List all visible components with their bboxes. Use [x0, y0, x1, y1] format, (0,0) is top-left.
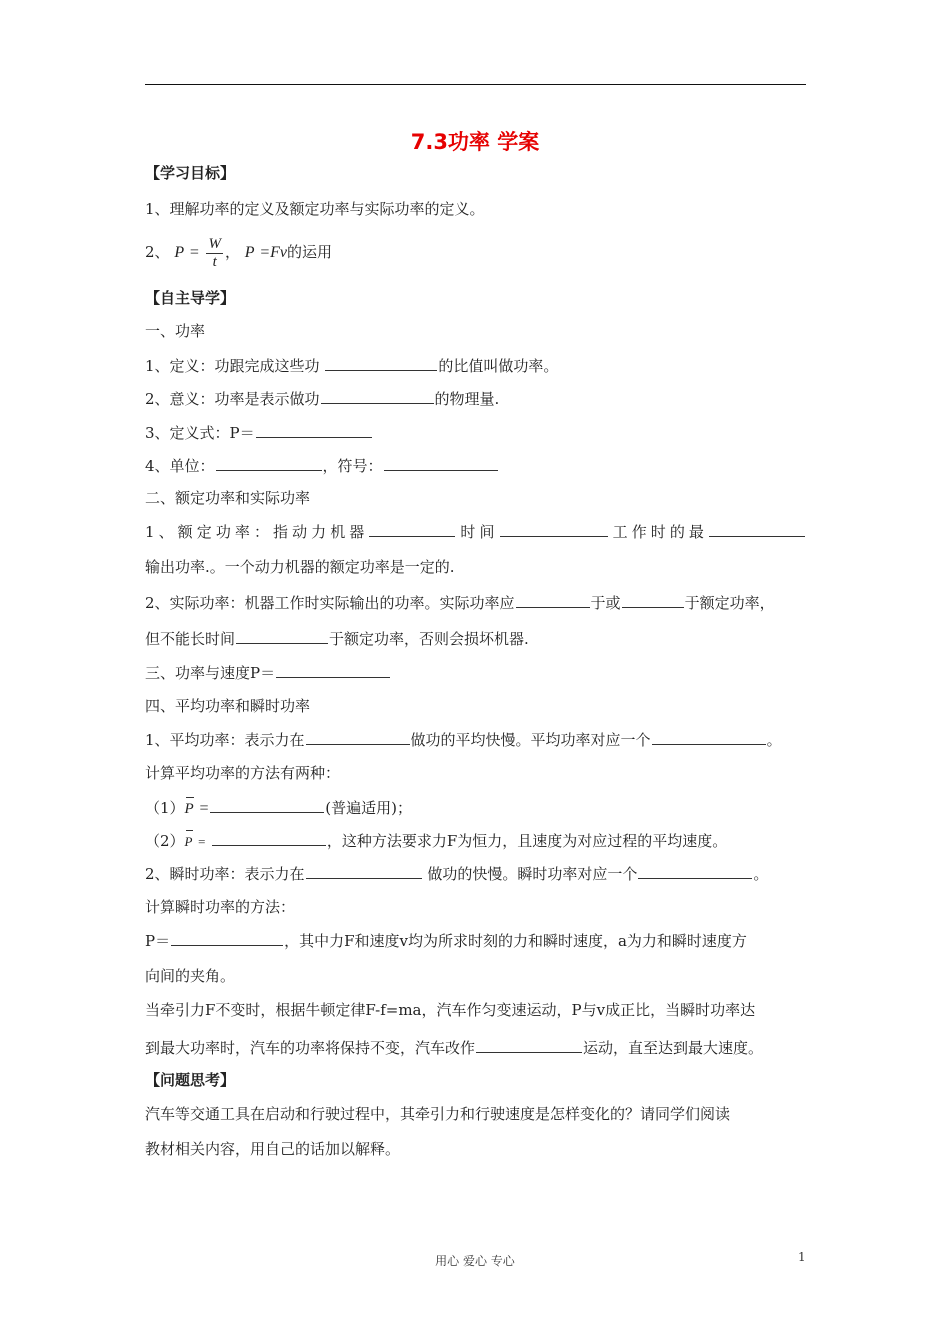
blank-field[interactable]: [321, 388, 434, 404]
part-3-heading: 三、功率与速度P＝: [145, 662, 810, 683]
p1-formula: 3、定义式：P＝: [145, 422, 810, 443]
formula-p-2: P: [244, 244, 255, 261]
p2-rated-power-cont: 输出功率.。一个动力机器的额定功率是一定的.: [145, 558, 455, 576]
fraction-w-over-t: [206, 236, 223, 271]
p-bar-symbol: P: [185, 832, 193, 852]
blank-field[interactable]: [652, 729, 766, 745]
blank-field[interactable]: [622, 592, 684, 608]
p4-instant-formula: P＝ ，其中力F和速度v均为所求时刻的力和瞬时速度，a为力和瞬时速度方: [145, 932, 747, 950]
fraction-denominator: t: [212, 253, 217, 270]
blank-field[interactable]: [236, 628, 328, 644]
p2-actual-power-cont: 但不能长时间 于额定功率，否则会损坏机器.: [145, 630, 529, 648]
blank-field[interactable]: [516, 592, 590, 608]
blank-field[interactable]: [210, 797, 324, 813]
formula-p: P: [174, 244, 185, 261]
blank-field[interactable]: [306, 729, 410, 745]
p1-definition: 1、定义：功跟完成这些功 的比值叫做功率。: [145, 357, 559, 375]
p4-instant-power: 2、瞬时功率：表示力在 做功的快慢。瞬时功率对应一个 。: [145, 865, 769, 883]
part-1-heading: 一、功率: [145, 322, 206, 340]
p4-method-2: （2）P = ，这种方法要求力F为恒力，且速度为对应过程的平均速度。: [145, 832, 728, 850]
blank-field[interactable]: [384, 455, 498, 471]
formula-equals: =: [188, 244, 200, 261]
goal-2: [145, 230, 810, 274]
formula-fv: Fv: [270, 244, 287, 261]
blank-field[interactable]: [638, 863, 752, 879]
part-4-heading: 四、平均功率和瞬时功率: [145, 697, 311, 715]
p2-rated-power: 1、额定功率：指动力机器 时间 工作时的最: [145, 521, 806, 542]
p1-unit: 4、单位： ，符号：: [145, 455, 810, 476]
fraction-numerator: W: [208, 235, 221, 252]
p4-average-power: 1、平均功率：表示力在 做功的平均快慢。平均功率对应一个 。: [145, 731, 782, 749]
section-heading-guide: 【自主导学】: [145, 289, 236, 307]
page-title: 7.3功率 学案: [410, 130, 540, 154]
goal-2-suffix: 的运用: [287, 243, 333, 261]
section-heading-goals: 【学习目标】: [145, 164, 236, 182]
page-number: 1: [798, 1250, 806, 1264]
blank-field[interactable]: [306, 863, 422, 879]
blank-field[interactable]: [476, 1037, 582, 1053]
part-2-heading: 二、额定功率和实际功率: [145, 489, 311, 507]
page-footer: 用心 爱心 专心: [435, 1254, 515, 1268]
blank-field[interactable]: [212, 830, 326, 846]
think-question-2: 教材相关内容，用自己的话加以解释。: [145, 1140, 401, 1158]
goal-2-comma: ，: [224, 243, 240, 261]
p4-method-1: （1）P = (普遍适用)；: [145, 799, 413, 817]
header-rule: [145, 84, 806, 85]
p4-instant-formula-cont: 向间的夹角。: [145, 967, 236, 985]
blank-field[interactable]: [369, 521, 455, 537]
formula-equals-2: =: [259, 244, 271, 261]
p1-meaning: 2、意义：功率是表示做功 的物理量.: [145, 390, 500, 408]
blank-field[interactable]: [171, 930, 283, 946]
blank-field[interactable]: [500, 521, 608, 537]
blank-field[interactable]: [276, 662, 390, 678]
blank-field[interactable]: [216, 455, 322, 471]
blank-field[interactable]: [325, 355, 437, 371]
goal-2-prefix: 2、: [145, 243, 170, 261]
p4-traction-note-cont: 到最大功率时，汽车的功率将保持不变，汽车改作 运动，直至达到最大速度。: [145, 1039, 764, 1057]
section-heading-think: 【问题思考】: [145, 1071, 236, 1089]
p4-instant-method: 计算瞬时功率的方法：: [145, 898, 296, 916]
p-bar-symbol: P: [184, 801, 194, 817]
think-question-1: 汽车等交通工具在启动和行驶过程中，其牵引力和行驶速度是怎样变化的？请同学们阅读: [145, 1105, 731, 1123]
p2-actual-power: 2、实际功率：机器工作时实际输出的功率。实际功率应 于或 于额定功率，: [145, 594, 775, 612]
p4-average-methods: 计算平均功率的方法有两种：: [145, 764, 341, 782]
goal-1: 1、理解功率的定义及额定功率与实际功率的定义。: [145, 200, 485, 218]
blank-field[interactable]: [709, 521, 805, 537]
blank-field[interactable]: [256, 422, 372, 438]
p4-traction-note: 当牵引力F不变时，根据牛顿定律F-f=ma，汽车作匀变速运动，P与v成正比，当瞬时功率达: [145, 1001, 756, 1019]
